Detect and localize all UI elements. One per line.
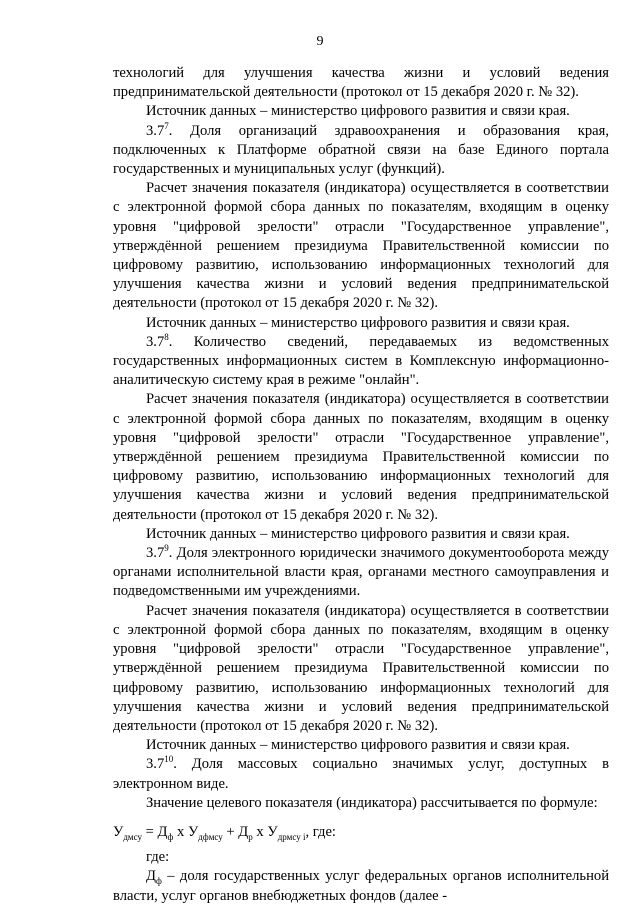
formula-operator: =: [142, 823, 158, 840]
formula-intro: Значение целевого показателя (индикатора) рассчитывается по формуле:: [146, 794, 598, 811]
formula: [113, 823, 609, 842]
section-3-7-10: [113, 755, 609, 793]
section-superscript: 9: [164, 543, 169, 554]
formula-operator: х: [252, 823, 268, 840]
data-source-paragraph: Источник данных – министерство цифрового развития и связи края.: [146, 314, 570, 331]
paragraph-continuation: технологий для улучшения качества жизни и условий ведения предпринимательской деятельности (протокол от 15 декабря 2020 г. № 32).: [113, 65, 609, 101]
formula-operator: х: [173, 823, 188, 840]
section-3-7-9: [113, 544, 609, 602]
page-number: 9: [316, 34, 324, 49]
formula-symbol: У: [113, 823, 124, 840]
section-text: . Доля массовых социально значимых услуг, доступных в электронном виде.: [113, 756, 609, 792]
calculation-paragraph: Расчет значения показателя (индикатора) осуществляется в соответствии с электронной формой сбора данных по показателям, входящим в оценку уровня "цифровой зрелости" отрасли "Государственное управление", утверждённой решением президиума Правительственной комиссии по цифровому развитию, использованию информационных технологий для улучшения качества жизни и условий ведения предпринимательской деятельности (протокол от 15 декабря 2020 г. № 32).: [113, 180, 609, 312]
section-text: . Количество сведений, передаваемых из ведомственных государственных информационных систем в Комплексную информационно-аналитическую систему края в режиме "онлайн".: [113, 333, 609, 389]
formula-subscript: дфмсу: [198, 831, 223, 842]
section-number: 3.7: [146, 545, 165, 562]
formula-subscript: ф: [167, 831, 174, 842]
formula-subscript: дмсу: [123, 831, 142, 842]
document-body: [113, 64, 609, 906]
definition-subscript: ф: [155, 876, 162, 887]
section-number: 3.7: [146, 333, 165, 350]
section-text: . Доля электронного юридически значимого документооборота между органами исполнительной власти края, органами местного самоуправления и подведомственными им учреждениями.: [113, 545, 609, 600]
formula-operator: +: [222, 823, 239, 840]
formula-symbol: Д: [238, 823, 249, 840]
section-superscript: 10: [164, 754, 174, 765]
formula-symbol: У: [267, 823, 278, 840]
definition-text: – доля государственных услуг федеральных органов исполнительной власти, услуг органов внебюджетных фондов (далее -: [113, 868, 609, 904]
data-source-paragraph: Источник данных – министерство цифрового развития и связи края.: [146, 737, 570, 754]
formula-symbol: Д: [157, 823, 168, 840]
section-number: 3.7: [146, 756, 165, 773]
section-number: 3.7: [146, 122, 165, 139]
section-3-7-7: [113, 122, 609, 180]
calculation-paragraph: Расчет значения показателя (индикатора) осуществляется в соответствии с электронной формой сбора данных по показателям, входящим в оценку уровня "цифровой зрелости" отрасли "Государственное управление", утверждённой решением президиума Правительственной комиссии по цифровому развитию, использованию информационных технологий для улучшения качества жизни и условий ведения предпринимательской деятельности (протокол от 15 декабря 2020 г. № 32).: [113, 391, 609, 523]
where-label: где:: [146, 849, 170, 866]
formula-symbol: У: [187, 823, 199, 840]
formula-subscript: дрмсу i: [277, 831, 306, 842]
calculation-paragraph: Расчет значения показателя (индикатора) осуществляется в соответствии с электронной формой сбора данных по показателям, входящим в оценку уровня "цифровой зрелости" отрасли "Государственное управление", утверждённой решением президиума Правительственной комиссии по цифровому развитию, использованию информационных технологий для улучшения качества жизни и условий ведения предпринимательской деятельности (протокол от 15 декабря 2020 г. № 32).: [113, 602, 609, 734]
definition-symbol: Д: [146, 868, 156, 885]
formula-tail: , где:: [305, 823, 336, 840]
data-source-paragraph: Источник данных – министерство цифрового развития и связи края.: [146, 525, 570, 542]
section-3-7-8: [113, 333, 609, 391]
formula-subscript: р: [248, 831, 253, 842]
data-source-paragraph: Источник данных – министерство цифрового развития и связи края.: [146, 103, 570, 120]
section-superscript: 7: [164, 120, 169, 131]
definition-df: [113, 867, 609, 905]
section-superscript: 8: [164, 331, 169, 342]
section-text: . Доля организаций здравоохранения и образования края, подключенных к Платформе обратной связи на базе Единого портала государственных и муниципальных услуг (функций).: [113, 122, 609, 178]
